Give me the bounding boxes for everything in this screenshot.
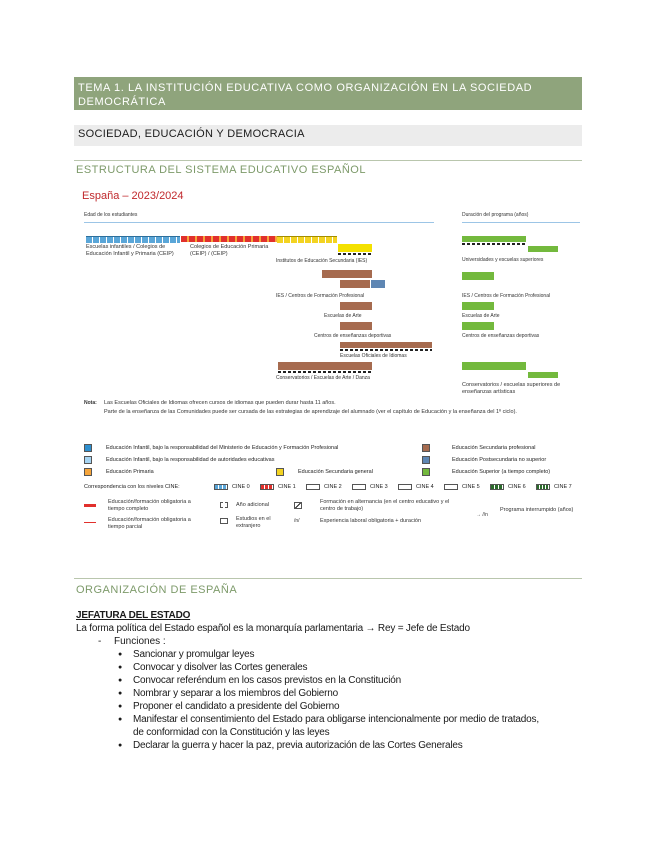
work-experience-mark: /n/: [294, 518, 300, 524]
legend-swatch-secondary-general: [276, 468, 284, 476]
cine0-swatch: [214, 484, 228, 490]
subheading-head-of-state: JEFATURA DEL ESTADO: [76, 610, 191, 621]
legend-swatch-infant-ministry: [84, 444, 92, 452]
bachillerato-bar: [338, 244, 372, 252]
part-time-compulsory-swatch: [84, 522, 96, 523]
label-conservatories-higher: Conservatorios / escuelas superiores de enseñanzas artísticas: [462, 382, 561, 395]
legend-swatch-higher: [422, 468, 430, 476]
list-item: ● Convocar y disolver las Cortes generales: [118, 661, 548, 674]
legend-swatch-postsecondary: [422, 456, 430, 464]
study-abroad-swatch: [220, 518, 228, 524]
cine-marker-2: [340, 349, 432, 351]
label-sports-higher: Centros de enseñanzas deportivas: [462, 333, 540, 339]
fp-basic-bar: [322, 270, 372, 278]
cine-label: Correspondencia con los niveles CINE:: [84, 484, 180, 490]
higher-arts-bar: [462, 362, 526, 370]
note-alternating-training: Formación en alternancia (en el centro educativo y el centro de trabajo): [320, 499, 450, 512]
university-bar-1: [462, 236, 526, 242]
label-art-schools: Escuelas de Arte: [324, 313, 362, 319]
cine-marker: [338, 253, 372, 255]
label-ies: Institutos de Educación Secundaria (IES): [276, 258, 368, 264]
list-item: ● Declarar la guerra y hacer la paz, previa autorización de las Cortes Generales: [118, 739, 548, 752]
cine-marker-4: [462, 243, 526, 245]
note-study-abroad: Estudios en el extranjero: [236, 516, 271, 529]
right-axis-title: Duración del programa (años): [462, 212, 529, 218]
cine-1: CINE 1: [278, 484, 296, 490]
section-heading-structure: ESTRUCTURA DEL SISTEMA EDUCATIVO ESPAÑOL: [76, 164, 366, 176]
list-item: ● Nombrar y separar a los miembros del Gobierno: [118, 687, 548, 700]
note-full-time: Educación/formación obligatoria a tiempo completo: [108, 499, 191, 512]
functions-heading: [98, 636, 166, 647]
higher-fp-bar: [462, 272, 494, 280]
sports-bar: [340, 322, 372, 330]
cine2-swatch: [306, 484, 320, 490]
list-item: ● Sancionar y promulgar leyes: [118, 648, 548, 661]
cine7-swatch: [536, 484, 550, 490]
primary-education-bar: [181, 236, 277, 242]
list-item: ● Proponer el candidato a presidente del Gobierno: [118, 700, 548, 713]
legend-primary: Educación Primaria: [106, 469, 154, 475]
fp-medium-bar: [340, 280, 370, 288]
diagram-title: España – 2023/2024: [82, 190, 184, 202]
list-item: ● Manifestar el consentimiento del Estado para obligarse intencionalmente por medio de tratados, de conformidad con la Constitución y las leyes: [118, 713, 548, 739]
chapter-title-banner: TEMA 1. LA INSTITUCIÓN EDUCATIVA COMO ORGANIZACIÓN EN LA SOCIEDAD DEMOCRÁTICA: [74, 77, 582, 110]
infant-education-bar: [86, 236, 180, 243]
intro-paragraph: La forma política del Estado español es la monarquía parlamentaria → Rey = Jefe de Estado: [76, 623, 470, 634]
label-fp-centres: IES / Centros de Formación Profesional: [276, 293, 365, 299]
legend-swatch-primary: [84, 468, 92, 476]
legend-postsecondary: Educación Postsecundaria no superior: [452, 457, 547, 463]
legend-swatch-secondary-vocational: [422, 444, 430, 452]
music-dance-bar: [278, 362, 372, 370]
cine1-swatch: [260, 484, 274, 490]
legend-infant-regional: Educación Infantil, bajo la responsabilidad de autoridades educativas: [106, 457, 275, 463]
legend-higher: Educación Superior (a tiempo completo): [452, 469, 551, 475]
higher-art-bar: [462, 302, 494, 310]
note-interrupted-program: Programa interrumpido (años): [500, 507, 574, 513]
note-label: Nota:: [84, 400, 97, 406]
cine-0: CINE 0: [232, 484, 250, 490]
alternating-training-swatch: [294, 502, 302, 509]
legend-swatch-infant-regional: [84, 456, 92, 464]
label-fp-higher: IES / Centros de Formación Profesional: [462, 293, 551, 299]
functions-list: [118, 648, 548, 752]
cine3-swatch: [352, 484, 366, 490]
note-additional-year: Año adicional: [236, 502, 270, 508]
cine5-swatch: [444, 484, 458, 490]
label-sports-centres: Centros de enseñanzas deportivas: [314, 333, 392, 339]
legend-secondary-general: Educación Secundaria general: [298, 469, 373, 475]
functions-label: Funciones :: [114, 636, 166, 647]
legend-secondary-vocational: Educación Secundaria profesional: [452, 445, 536, 451]
cine-6: CINE 6: [508, 484, 526, 490]
cine4-swatch: [398, 484, 412, 490]
age-ruler: [84, 222, 434, 223]
full-time-compulsory-swatch: [84, 504, 96, 507]
interrupted-program-mark: → //n: [476, 512, 488, 518]
duration-ruler: [462, 222, 580, 223]
cine-2: CINE 2: [324, 484, 342, 490]
secondary-lower-bar: [277, 236, 337, 243]
section-divider-2: [74, 578, 582, 579]
art-school-bar: [340, 302, 372, 310]
legend-infant-ministry: Educación Infantil, bajo la responsabilidad del Ministerio de Educación y Formación Profesional: [106, 445, 339, 451]
note-part-time: Educación/formación obligatoria a tiempo parcial: [108, 517, 191, 530]
label-infant-schools: Escuelas infantiles / Colegios de Educación Infantil y Primaria (CEIP): [86, 244, 174, 257]
label-universities: Universidades y escuelas superiores: [462, 257, 544, 263]
section-heading-organization: ORGANIZACIÓN DE ESPAÑA: [76, 584, 238, 596]
left-axis-title: Edad de los estudiantes: [84, 212, 138, 218]
cine-marker-3: [278, 371, 372, 373]
list-item: ● Convocar referéndum en los casos previstos en la Constitución: [118, 674, 548, 687]
label-conservatories: Conservatorios / Escuelas de Arte / Danza: [276, 375, 370, 381]
label-art-higher: Escuelas de Arte: [462, 313, 500, 319]
cine-3: CINE 3: [370, 484, 388, 490]
label-primary-schools: Colegios de Educación Primaria (CEIP) / (CEIP): [190, 244, 269, 257]
higher-sports-bar: [462, 322, 494, 330]
note-line-1: Las Escuelas Oficiales de Idiomas ofrecen cursos de idiomas que pueden durar hasta 11 años.: [104, 400, 336, 406]
section-title-bar: SOCIEDAD, EDUCACIÓN Y DEMOCRACIA: [74, 125, 582, 146]
additional-year-swatch: [220, 502, 228, 508]
higher-arts-bar-2: [528, 372, 558, 378]
cine6-swatch: [490, 484, 504, 490]
section-divider: [74, 160, 582, 161]
postsecondary-bar: [371, 280, 385, 288]
cine-4: CINE 4: [416, 484, 434, 490]
cine-7: CINE 7: [554, 484, 572, 490]
cine-5: CINE 5: [462, 484, 480, 490]
university-bar-2: [528, 246, 558, 252]
note-work-experience: Experiencia laboral obligatoria + duración: [320, 518, 422, 524]
note-line-2: Parte de la enseñanza de las Comunidades puede ser cursada de las estrategias de aprendizaje del alumnado (ver el capítulo de Educación y la enseñanza del 1º ciclo).: [104, 409, 517, 415]
language-school-bar: [340, 342, 432, 348]
dash-marker: -: [98, 636, 102, 647]
label-language-schools: Escuelas Oficiales de Idiomas: [340, 353, 407, 359]
